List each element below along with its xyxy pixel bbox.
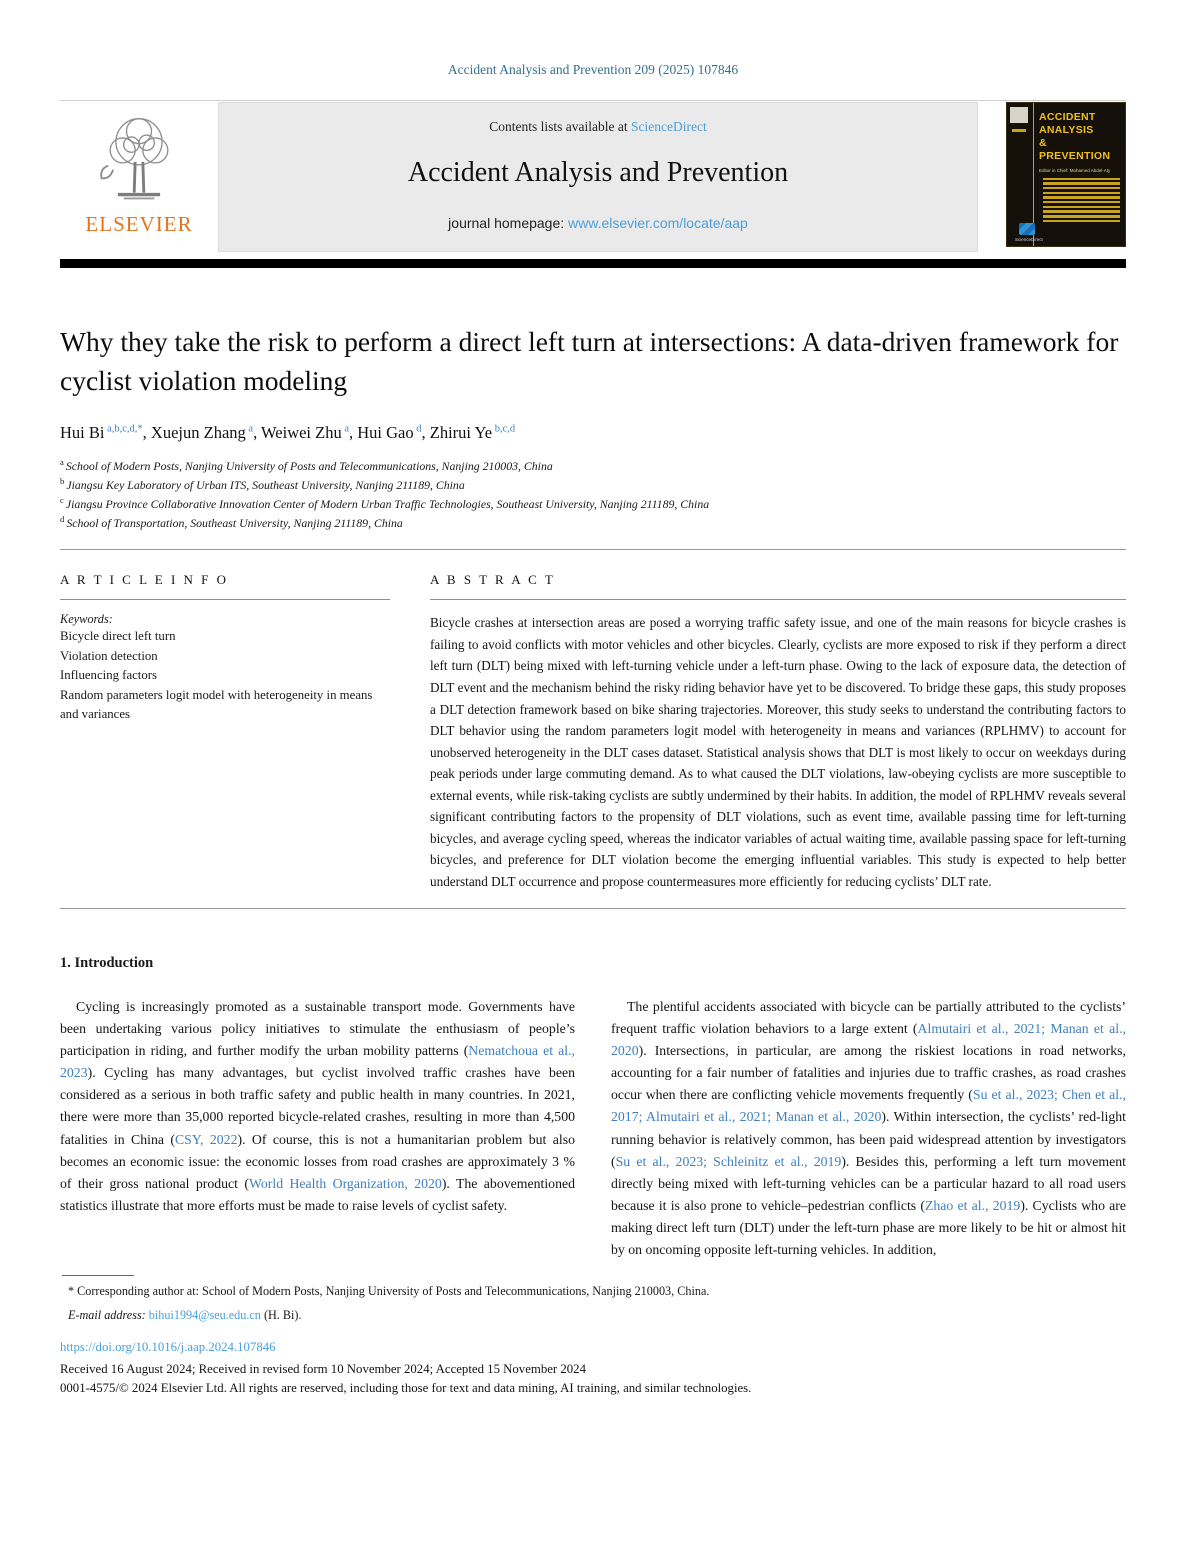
- article-info-rule: [60, 599, 390, 600]
- citation-link[interactable]: a: [341, 423, 350, 435]
- footnote-rule: [62, 1275, 134, 1276]
- banner-journal-title: Accident Analysis and Prevention: [407, 157, 789, 188]
- external-link[interactable]: www.elsevier.com/locate/aap: [568, 215, 748, 231]
- cover-topic-list: [1039, 178, 1120, 223]
- sciencedirect-logo-icon: [1019, 223, 1035, 235]
- journal-banner: [60, 100, 1126, 252]
- keyword-item: Bicycle direct left turn: [60, 629, 176, 644]
- author-line: Hui Bi $^{a,b,c,d,*}$, Xuejun Zhang $^a$, Weiwei Zhu $^a$, Hui Gao $^d$, Zhirui Ye $^{b,c,d}$: [60, 422, 516, 442]
- citation-link[interactable]: d: [413, 423, 422, 435]
- citation-link[interactable]: b,c,d: [492, 423, 516, 435]
- cover-bottom: [1015, 223, 1043, 242]
- article-info-column: [60, 572, 390, 892]
- banner-center: [218, 102, 978, 252]
- introduction-heading: 1. Introduction: [60, 955, 154, 972]
- elsevier-logo: [60, 102, 218, 252]
- copyright-line: 0001-4575/© 2024 Elsevier Ltd. All rights are reserved, including those for text and data mining, AI training, and similar technologies.: [60, 1381, 752, 1396]
- abstract-rule: [430, 599, 1126, 600]
- citation-link[interactable]: World Health Organization, 2020: [248, 1175, 442, 1191]
- external-link[interactable]: https://doi.org/10.1016/j.aap.2024.107846: [60, 1340, 276, 1355]
- citation-link[interactable]: Nematchoua et al., 2023: [60, 1043, 575, 1081]
- paper-title: Why they take the risk to perform a direct left turn at intersections: A data-driven framework for cyclist violation modeling: [60, 326, 1119, 397]
- citation-link[interactable]: CSY, 2022: [174, 1131, 238, 1147]
- citation-link[interactable]: a,b,c,d,*: [104, 423, 143, 435]
- intro-paragraph: The plentiful accidents associated with bicycle can be partially attributed to the cyclists’ frequent traffic violation behaviors to a large extent (Almutairi et al., 2021; Manan et al., 2020). Intersections, in particular, are among the riskiest locations in road networks, accounting for a fair number of fatalities and injuries due to traffic crashes, as road crashes occur when there are conflicting vehicle movements frequently (Su et al., 2023; Chen et al., 2017; Almutairi et al., 2021; Manan et al., 2020). Within intersection, the cyclists’ red-light running behavior is relatively common, has been paid widespread attention by investigators (Su et al., 2023; Schleinitz et al., 2019). Besides this, performing a left turn movement directly being mixed with left-turning vehicles can be a particular hazard to all road users because it is also prone to vehicle–pedestrian conflicts (Zhao et al., 2019). Cyclists who are making direct left turn (DLT) under the left-turn phase are more likely to be hit or almost hit by on oncoming opposite left-turning vehicles. In addition,: [611, 999, 1126, 1257]
- abstract-column: [430, 572, 1126, 892]
- affiliations: [60, 456, 1126, 533]
- cover-title-line: ACCIDENT: [1039, 111, 1096, 123]
- citation-link[interactable]: Su et al., 2023; Chen et al., 2017; Almutairi et al., 2021; Manan et al., 2020: [611, 1087, 1126, 1125]
- keywords-label: Keywords:: [60, 612, 113, 627]
- cover-editor-line: Editor in Chief: Mohamed Abdel-Aty: [1039, 167, 1111, 173]
- journal-cover: [1006, 102, 1126, 247]
- cover-main: [1015, 111, 1120, 242]
- keyword-item: Random parameters logit model with heterogeneity in means and variances: [60, 687, 373, 722]
- external-link[interactable]: ScienceDirect: [631, 119, 707, 134]
- abstract-heading: A B S T R A C T: [430, 572, 556, 588]
- affiliation-item: $^c$ Jiangsu Province Collaborative Innovation Center of Modern Urban Traffic Technologies, Southeast University, Nanjing 211189, China: [60, 495, 710, 511]
- journal-reference: Accident Analysis and Prevention 209 (2025) 107846: [447, 62, 739, 77]
- header-divider-bar: [60, 259, 1126, 268]
- cover-barcode: [1010, 107, 1028, 123]
- citation-link[interactable]: Almutairi et al., 2021; Manan et al., 2020: [611, 1021, 1126, 1059]
- corresponding-author-note: * Corresponding author at: School of Modern Posts, Nanjing University of Posts and Telecommunications, Nanjing 210003, China.: [68, 1283, 710, 1298]
- elsevier-wordmark: ELSEVIER: [85, 212, 193, 236]
- citation-link[interactable]: a: [245, 423, 254, 435]
- email-line: E-mail address: bihui1994@seu.edu.cn (H. Bi).: [68, 1308, 302, 1323]
- keyword-item: Influencing factors: [60, 668, 158, 683]
- info-abstract-block: [60, 550, 1126, 892]
- body-top-rule: [60, 908, 1126, 909]
- page-content: [60, 0, 1126, 1396]
- banner-gap: [978, 102, 1006, 252]
- affiliation-item: $^a$ School of Modern Posts, Nanjing University of Posts and Telecommunications, Nanjing 210003, China: [60, 456, 553, 473]
- affiliation-item: $^b$ Jiangsu Key Laboratory of Urban ITS, Southeast University, Nanjing 211189, China: [60, 475, 465, 492]
- body-columns: [60, 996, 1126, 1261]
- elsevier-tree-icon: [91, 110, 187, 210]
- citation-link[interactable]: Su et al., 2023; Schleinitz et al., 2019: [615, 1153, 842, 1169]
- cover-issn-mark: [1012, 129, 1026, 132]
- cover-title-line: PREVENTION: [1039, 150, 1111, 163]
- keyword-item: Violation detection: [60, 648, 158, 663]
- received-dates: Received 16 August 2024; Received in revised form 10 November 2024; Accepted 15 November 2024: [60, 1362, 586, 1377]
- journal-homepage-line: journal homepage: www.elsevier.com/locate/aap: [448, 215, 748, 231]
- cover-title: [1039, 111, 1120, 164]
- body-left-column: [60, 996, 575, 1261]
- cover-title-line: &: [1039, 137, 1047, 150]
- cover-sciencedirect-label: ScienceDirect: [1015, 237, 1043, 242]
- cover-title-line: ANALYSIS: [1039, 124, 1094, 137]
- affiliation-item: $^d$ School of Transportation, Southeast University, Nanjing 211189, China: [60, 514, 403, 531]
- citation-link[interactable]: Zhao et al., 2019: [924, 1197, 1021, 1213]
- intro-paragraph: Cycling is increasingly promoted as a sustainable transport mode. Governments have been undertaking various policy initiatives to stimulate the enthusiasm of people’s participation in riding, and further modify the urban mobility patterns (Nematchoua et al., 2023). Cycling has many advantages, but cyclist involved traffic crashes have been considered as a serious in both traffic safety and public health in many countries. In 2021, there were more than 35,000 reported bicycle-related crashes, resulting in more than 4,500 fatalities in China (CSY, 2022). Of course, this is not a humanitarian problem but also becomes an economic issue: the economic losses from road crashes are approximately 3 % of their gross national product (World Health Organization, 2020). The abovementioned statistics illustrate that more efforts must be made to raise levels of cyclist safety.: [60, 999, 575, 1213]
- body-right-column: [611, 996, 1126, 1261]
- doi-line: [60, 1340, 1126, 1355]
- article-info-heading: A R T I C L E I N F O: [60, 572, 229, 588]
- footnote-block: [60, 1275, 1126, 1325]
- abstract-text: Bicycle crashes at intersection areas are posed a worrying traffic safety issue, and one of the main reasons for bicycle crashes is failing to avoid conflicts with motor vehicles and other bicycles. Clearly, cyclists are more exposed to risk if they perform a direct left turn (DLT) being mixed with left-turning vehicle under a left-turn phase. Owing to the lack of exposure data, the detection of DLT event and the mechanism behind the risky riding behavior have yet to be discovered. To bridge these gaps, this study proposes a DLT detection framework based on bike sharing trajectories. Moreover, this study seeks to understand the contributing factors to DLT behavior using the random parameters logit model with heterogeneity in means and variances (RPLHMV) to account for unobserved heterogeneity in the DLT cases dataset. Statistical analysis shows that DLT is most likely to occur on weekdays during peak periods under large commuting demand. As to what caused the DLT violations, law-obeying cyclists are more susceptible to external events, while risk-taking cyclists are subtly undermined by their habits. In addition, the model of RPLHMV reveals several significant contributing factors to the propensity of DLT violations, such as event time, available passing time for left-turning bicycles, and average cycling speed, whereas the indicator variables of actual waiting time, available passing space for left-turning bicycles, and preference for DLT violation become the emerging influential variables. This study is expected to help better understand DLT occurrence and propose countermeasures more efficiently for reducing cyclists’ DLT rate.: [430, 615, 1126, 889]
- contents-line: Contents lists available at ScienceDirect: [489, 119, 707, 134]
- external-link[interactable]: bihui1994@seu.edu.cn: [148, 1308, 261, 1323]
